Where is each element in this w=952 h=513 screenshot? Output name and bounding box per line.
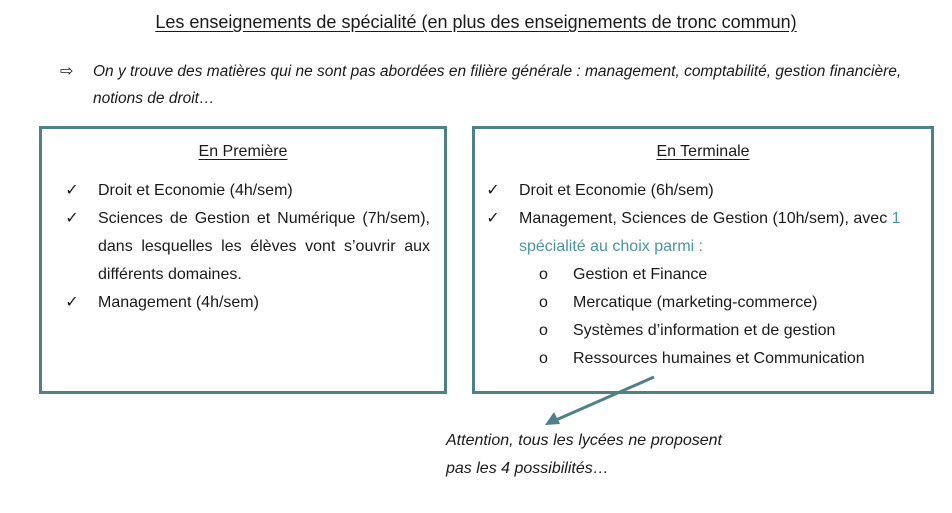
right-arrow-icon: ⇨ bbox=[60, 63, 74, 80]
circle-bullet-icon: o bbox=[539, 266, 548, 283]
option-text: Mercatique (marketing-commerce) bbox=[573, 294, 818, 311]
premiere-heading: En Première bbox=[198, 143, 288, 160]
check-icon: ✓ bbox=[65, 182, 79, 199]
check-icon: ✓ bbox=[486, 182, 500, 199]
list-item-text: Sciences de Gestion et Numérique (7h/sem), dans lesquelles les élèves vont s’ouvrir aux différents domaines. bbox=[98, 210, 430, 283]
option-text: Systèmes d’information et de gestion bbox=[573, 322, 836, 339]
specialty-choice-text: 1 spécialité au choix parmi : bbox=[519, 210, 901, 255]
list-item-text: Management, Sciences de Gestion (10h/sem), avec bbox=[519, 210, 892, 227]
list-item-text: Droit et Economie (4h/sem) bbox=[98, 182, 293, 199]
option-text: Ressources humaines et Communication bbox=[573, 350, 865, 367]
check-icon: ✓ bbox=[486, 210, 500, 227]
circle-bullet-icon: o bbox=[539, 322, 548, 339]
terminale-heading: En Terminale bbox=[656, 143, 750, 160]
page-title: Les enseignements de spécialité (en plus des enseignements de tronc commun) bbox=[155, 12, 797, 32]
circle-bullet-icon: o bbox=[539, 294, 548, 311]
check-icon: ✓ bbox=[65, 210, 79, 227]
intro-text: On y trouve des matières qui ne sont pas abordées en filière générale : management, comptabilité, gestion financière, notions de droit… bbox=[93, 63, 902, 107]
list-item-text: Droit et Economie (6h/sem) bbox=[519, 182, 714, 199]
check-icon: ✓ bbox=[65, 294, 79, 311]
attention-note: Attention, tous les lycées ne proposent pas les 4 possibilités… bbox=[446, 432, 722, 477]
list-item-text: Management (4h/sem) bbox=[98, 294, 259, 311]
circle-bullet-icon: o bbox=[539, 350, 548, 367]
option-text: Gestion et Finance bbox=[573, 266, 708, 283]
